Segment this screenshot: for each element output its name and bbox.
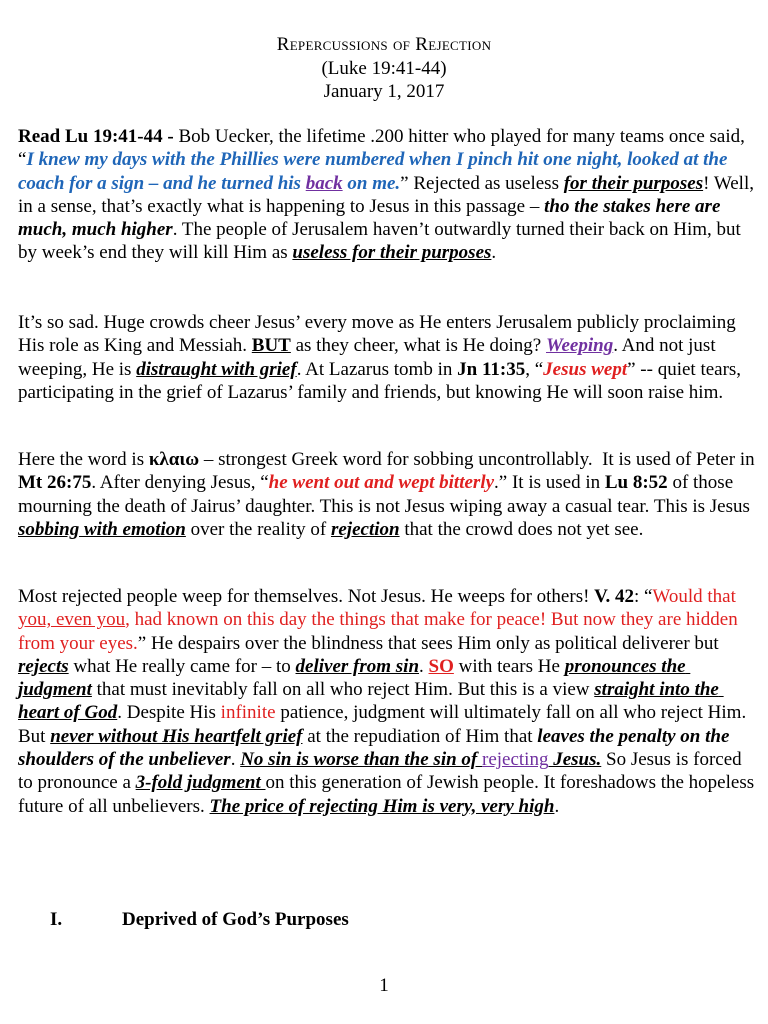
text-run: as they cheer, what is He doing? bbox=[290, 335, 546, 357]
text-run: ” -- quiet tears, participating in the grief of Lazarus’ family and friends, but knowing He will soon raise him. bbox=[18, 358, 746, 403]
text-run: rejects bbox=[18, 655, 69, 677]
text-run: useless for their purposes bbox=[292, 242, 492, 264]
text-run: Jesus. bbox=[548, 749, 602, 771]
text-run: for their purposes bbox=[563, 172, 704, 194]
paragraph-2 bbox=[18, 311, 756, 404]
text-run: , “ bbox=[525, 358, 544, 380]
text-run: that must inevitably fall on all who reject Him. But this is a view bbox=[91, 679, 595, 701]
text-run: Here the word is bbox=[18, 449, 149, 470]
outline-numeral: I. bbox=[50, 909, 63, 930]
text-run: ! Well, in a sense, that’s exactly what is happening to Jesus in this passage – bbox=[18, 172, 759, 217]
paragraph-1 bbox=[18, 125, 759, 265]
text-run: straight into the heart of God bbox=[18, 679, 724, 724]
text-run: what He really came for – to bbox=[68, 655, 296, 677]
text-run: Jesus wept bbox=[543, 358, 628, 380]
text-run: Most rejected people weep for themselves. Not Jesus. He weeps for others! bbox=[18, 586, 595, 607]
text-run: .” It is used in bbox=[494, 472, 605, 494]
text-run: Mt 26:75 bbox=[18, 472, 92, 494]
text-run: . Despite His bbox=[117, 702, 221, 724]
text-run: So Jesus is forced to pronounce a bbox=[18, 749, 747, 794]
text-run: Bob Uecker, the lifetime .200 hitter who played for many teams once said, “ bbox=[18, 126, 750, 171]
text-run: sobbing with emotion bbox=[18, 518, 186, 540]
text-run: – strongest Greek word for sobbing uncontrollably. It is used of Peter in bbox=[199, 449, 760, 470]
text-run: patience, judgment will ultimately fall on all who reject Him. But bbox=[18, 702, 751, 747]
text-run: . bbox=[554, 795, 560, 817]
text-run: on me. bbox=[342, 172, 401, 194]
text-run: of those mourning the death of Jairus’ daughter. This is not Jesus wiping away a casual tear. This is Jesus bbox=[18, 472, 755, 517]
text-run: rejecting bbox=[482, 749, 549, 771]
text-run: Weeping bbox=[546, 335, 614, 357]
text-run: . After denying Jesus, “ bbox=[91, 472, 269, 494]
text-run: never without His heartfelt grief bbox=[50, 725, 303, 747]
text-run: pronounces the judgment bbox=[18, 655, 691, 701]
scripture-reference: (Luke 19:41-44) bbox=[321, 58, 447, 79]
text-run: . bbox=[491, 242, 497, 264]
text-run: . bbox=[230, 749, 241, 771]
text-run: . And not just weeping, He is bbox=[18, 335, 721, 380]
text-run: ” He despairs over the blindness that sees Him only as political deliverer but bbox=[137, 632, 724, 654]
text-run: you, even you bbox=[18, 609, 126, 631]
text-run: that the crowd does not yet see. bbox=[399, 518, 644, 540]
text-run: he went out and wept bitterly bbox=[268, 472, 495, 494]
paragraph-3 bbox=[18, 448, 760, 541]
text-run: 3-fold judgment bbox=[135, 772, 266, 794]
text-run: : “ bbox=[633, 586, 653, 607]
text-run: tho the stakes here are much, much higher bbox=[18, 195, 726, 241]
outline-heading: Deprived of God’s Purposes bbox=[122, 909, 349, 930]
text-run: Would that bbox=[652, 586, 741, 607]
text-run: Read Lu 19:41-44 - bbox=[18, 126, 179, 147]
text-run: , had known on this day the things that make for peace! But now they are hidden from your eyes. bbox=[18, 609, 743, 654]
text-run: leaves the penalty on the shoulders of the unbeliever bbox=[18, 725, 735, 771]
text-run: . The people of Jerusalem haven’t outwardly turned their back on Him, but by week’s end they will kill Him as bbox=[18, 219, 746, 264]
text-run: BUT bbox=[251, 335, 291, 357]
text-run: I knew my days with the Phillies were numbered when I pinch hit one night, looked at the coach for a sign – and he turned his bbox=[18, 149, 733, 194]
sermon-title: Repercussions of Rejection bbox=[276, 34, 492, 55]
text-run: distraught with grief bbox=[136, 358, 297, 380]
text-run: The price of rejecting Him is very, very high bbox=[209, 795, 555, 817]
page-number: 1 bbox=[379, 975, 389, 996]
text-run: infinite bbox=[220, 702, 276, 724]
text-run: at the repudiation of Him that bbox=[302, 725, 538, 747]
paragraph-4 bbox=[18, 585, 759, 818]
text-run: over the reality of bbox=[185, 518, 331, 540]
text-run: SO bbox=[428, 655, 454, 677]
text-run: . At Lazarus tomb in bbox=[296, 358, 458, 380]
text-run: ” Rejected as useless bbox=[400, 172, 564, 194]
text-run: with tears He bbox=[453, 655, 565, 677]
text-run: V. 42 bbox=[594, 586, 634, 607]
text-run: κλαιω bbox=[148, 449, 200, 470]
text-run: deliver from sin bbox=[295, 655, 420, 677]
text-run: It’s so sad. Huge crowds cheer Jesus’ every move as He enters Jerusalem publicly proclaiming His role as King and Messiah. bbox=[18, 312, 741, 357]
text-run: Jn 11:35 bbox=[457, 358, 526, 380]
text-run: . bbox=[419, 655, 429, 677]
text-run: No sin is worse than the sin of bbox=[240, 749, 482, 771]
text-run: Lu 8:52 bbox=[604, 472, 668, 494]
sermon-date: January 1, 2017 bbox=[323, 81, 445, 102]
text-run: on this generation of Jewish people. It foreshadows the hopeless future of all unbelievers. bbox=[18, 772, 759, 817]
text-run: back bbox=[305, 172, 343, 194]
text-run: rejection bbox=[330, 518, 400, 540]
